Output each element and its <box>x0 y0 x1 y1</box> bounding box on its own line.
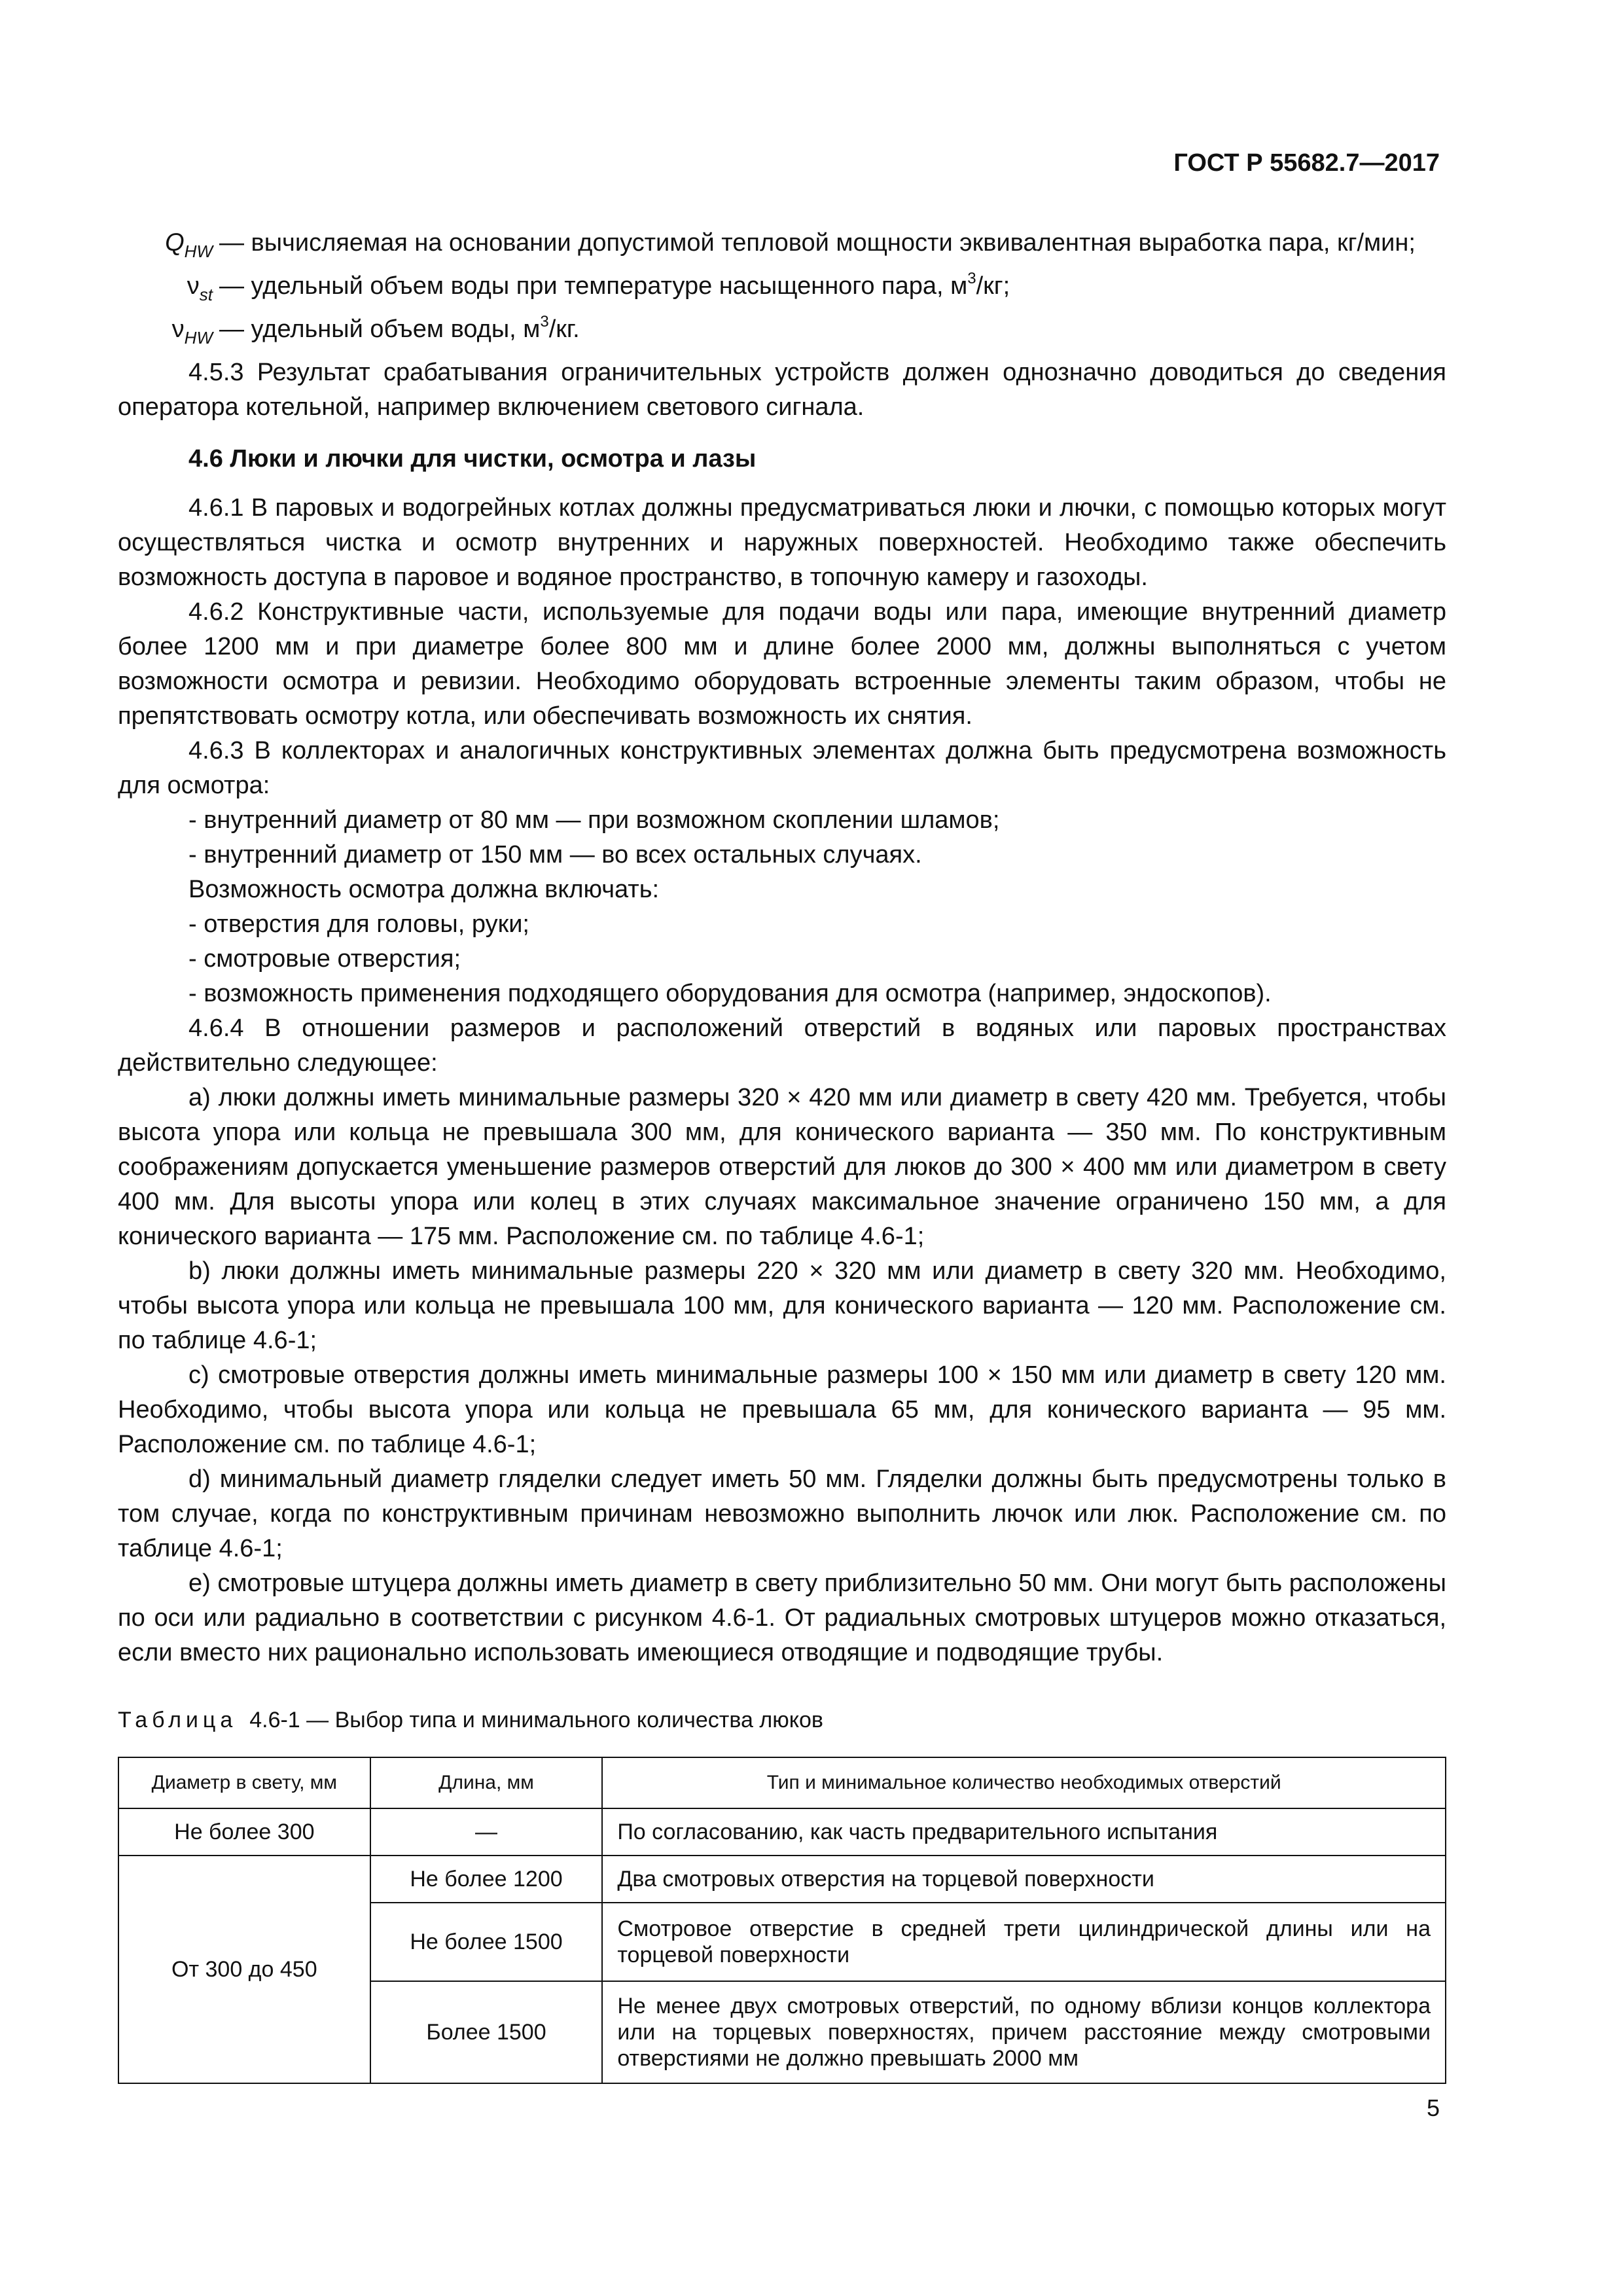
definition-symbol: $\nu_{st}$ <box>187 272 213 304</box>
paragraph-4-6-4-d: d) минимальный диаметр гляделки следует иметь 50 мм. Гляделки должны быть предусмотрены только в том случае, когда по конструктивным причинам невозможно выполнить лючок или люк. Расположение см. по таблице 4.6-1; <box>118 1465 1446 1562</box>
cell-length: Более 1500 <box>370 1981 603 2083</box>
definition-q-hw <box>118 226 1446 269</box>
paragraph-4-6-4-c: c) смотровые отверстия должны иметь минимальные размеры 100 × 150 мм или диаметр в свету 120 мм. Необходимо, чтобы высота упора или кольца не превышала 65 мм, для конического варианта — 95 мм. Расположение см. по таблице 4.6-1; <box>118 1361 1446 1458</box>
cell-length: Не более 1200 <box>370 1856 603 1903</box>
table-row <box>118 1808 1446 1856</box>
paragraph-4-6-4-e: e) смотровые штуцера должны иметь диаметр в свету приблизительно 50 мм. Они могут быть расположены по оси или радиально в соответствии с рисунком 4.6-1. От радиальных смотровых штуцеров можно отказаться, если вместо них рационально использовать имеющиеся отводящие и подводящие трубы. <box>118 1570 1446 1666</box>
section-heading-4-6: 4.6 Люки и лючки для чистки, осмотра и лазы <box>188 445 757 473</box>
page-number: 5 <box>1426 2094 1440 2121</box>
paragraph-4-6-4-a: a) люки должны иметь минимальные размеры 320 × 420 мм или диаметр в свету 420 мм. Требуется, чтобы высота упора или кольца не превышала 300 мм, для конического варианта — 350 мм. По конструктивным соображениям допускается уменьшение размеров отверстий для люков до 300 × 400 мм или диаметром в свету 400 мм. Для высоты упора или колец в этих случаях максимальное значение ограничено 150 мм, а для конического варианта — 175 мм. Расположение см. по таблице 4.6-1; <box>118 1084 1446 1250</box>
paragraph-4-5-3: 4.5.3 Результат срабатывания ограничительных устройств должен однозначно доводиться до сведения оператора котельной, например включением светового сигнала. <box>118 359 1446 421</box>
page-content <box>118 226 1446 2084</box>
paragraph-4-6-3: 4.6.3 В коллекторах и аналогичных конструктивных элементах должна быть предусмотрена возможность для осмотра: <box>118 737 1446 799</box>
document-number-header: ГОСТ Р 55682.7—2017 <box>1173 149 1440 177</box>
table-caption <box>118 1704 1446 1736</box>
hatch-selection-table <box>118 1757 1446 2084</box>
cell-type: По согласованию, как часть предварительного испытания <box>602 1808 1446 1856</box>
definition-text: — вычисляемая на основании допустимой тепловой мощности эквивалентная выработка пара, кг/мин; <box>219 229 1416 257</box>
definition-symbol: $\nu_{HW}$ <box>171 315 213 348</box>
cell-type: Два смотровых отверстия на торцевой поверхности <box>602 1856 1446 1903</box>
definition-nu-hw <box>118 312 1446 355</box>
list-item: - смотровые отверстия; <box>188 945 461 973</box>
paragraph-4-6-2: 4.6.2 Конструктивные части, используемые для подачи воды или пара, имеющие внутренний диаметр более 1200 мм и при диаметре более 800 мм и длине более 2000 мм, должны выполняться с учетом возможности осмотра и ревизии. Необходимо оборудовать встроенные элементы таким образом, чтобы не препятствовать осмотру котла, или обеспечивать возможность их снятия. <box>118 598 1446 730</box>
cell-length: — <box>370 1808 603 1856</box>
cell-diameter: Не более 300 <box>118 1808 370 1856</box>
cell-type: Не менее двух смотровых отверстий, по одному вблизи концов коллектора или на торцевых поверхностях, причем расстояние между смотровыми отверстиями не должно превышать 2000 мм <box>602 1981 1446 2083</box>
cell-length: Не более 1500 <box>370 1903 603 1981</box>
list-item: - внутренний диаметр от 150 мм — во всех остальных случаях. <box>188 841 922 869</box>
header-diameter: Диаметр в свету, мм <box>118 1757 370 1808</box>
cell-type: Смотровое отверстие в средней трети цилиндрической длины или на торцевой поверхности <box>602 1903 1446 1981</box>
paragraph-4-6-4: 4.6.4 В отношении размеров и расположений отверстий в водяных или паровых пространствах действительно следующее: <box>118 1014 1446 1077</box>
definition-text: — удельный объем воды при температуре насыщенного пара, $м^3/кг$; <box>219 270 1010 300</box>
paragraph-4-6-1: 4.6.1 В паровых и водогрейных котлах должны предусматриваться люки и лючки, с помощью которых могут осуществляться чистка и осмотр внутренних и наружных поверхностей. Необходимо также обеспечить возможность доступа в паровое и водяное пространство, в топочную камеру и газоходы. <box>118 494 1446 591</box>
definition-text: — удельный объем воды, $м^3/кг$. <box>219 313 580 343</box>
list-item: - отверстия для головы, руки; <box>188 910 529 938</box>
definition-nu-st <box>118 269 1446 312</box>
list-item: - возможность применения подходящего оборудования для осмотра (например, эндоскопов). <box>188 980 1272 1007</box>
list-item: - внутренний диаметр от 80 мм — при возможном скоплении шламов; <box>188 806 1000 834</box>
definition-symbol: $Q_{HW}$ <box>165 229 213 261</box>
cell-diameter: От 300 до 450 <box>118 1856 370 2083</box>
header-length: Длина, мм <box>370 1757 603 1808</box>
table-header-row <box>118 1757 1446 1808</box>
table-row <box>118 1856 1446 1903</box>
paragraph-4-6-4-b: b) люки должны иметь минимальные размеры 220 × 320 мм или диаметр в свету 320 мм. Необходимо, чтобы высота упора или кольца не превышала 100 мм, для конического варианта — 120 мм. Расположение см. по таблице 4.6-1; <box>118 1257 1446 1354</box>
paragraph-4-6-3-inspection: Возможность осмотра должна включать: <box>188 876 660 903</box>
table-caption-label: Таблица <box>118 1708 238 1732</box>
table-caption-text: 4.6-1 — Выбор типа и минимального количества люков <box>249 1708 823 1732</box>
header-type: Тип и минимальное количество необходимых отверстий <box>602 1757 1446 1808</box>
